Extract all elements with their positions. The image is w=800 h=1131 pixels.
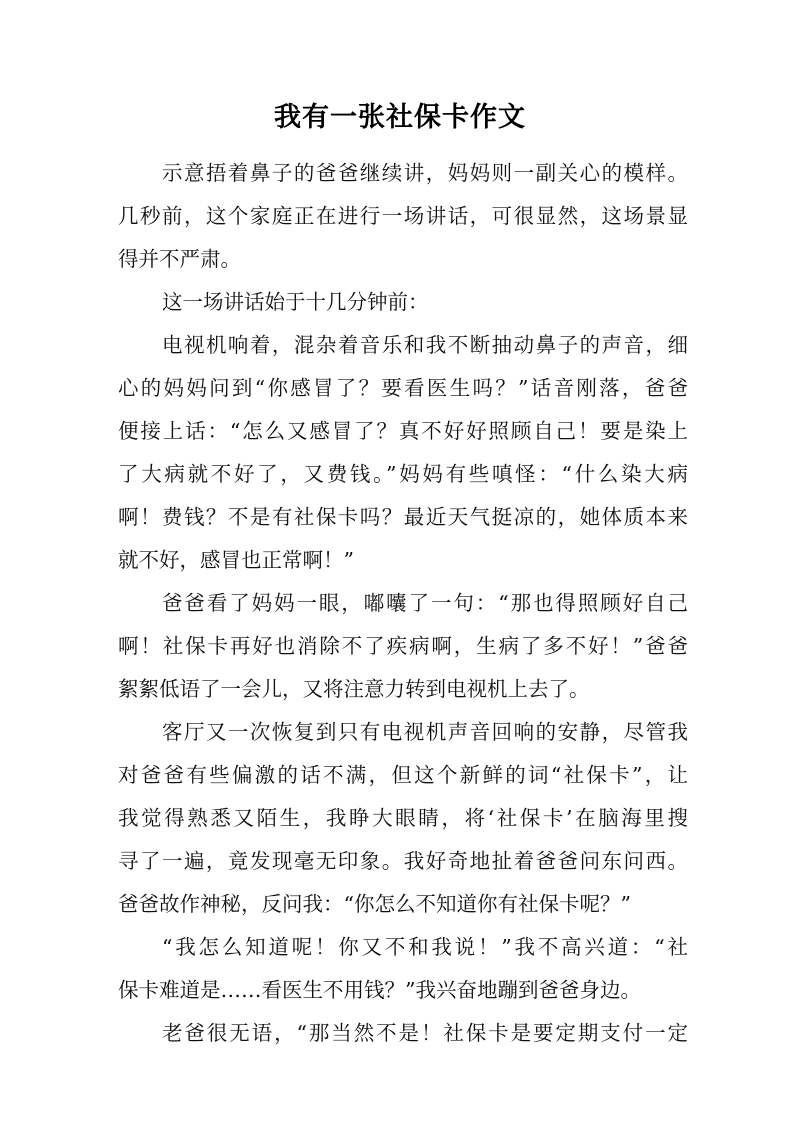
text-line: 就不好，感冒也正常啊！”: [118, 548, 354, 572]
text-line: 寻了一遍，竟发现毫无印象。我好奇地扯着爸爸问东问西。: [118, 849, 688, 873]
text-line: 爸爸看了妈妈一眼，嘟囔了一句：“那也得照顾好自己: [162, 591, 688, 615]
text-line: 得并不严肃。: [118, 247, 241, 271]
text-line: 啊！费钱？不是有社保卡吗？最近天气挺凉的，她体质本来: [118, 505, 688, 529]
text-line: 我觉得熟悉又陌生，我睁大眼睛，将‘社保卡’在脑海里搜: [118, 806, 688, 830]
text-line: 了大病就不好了，又费钱。”妈妈有些嗔怪：“什么染大病: [118, 462, 688, 486]
text-line: 客厅又一次恢复到只有电视机声音回响的安静，尽管我: [162, 720, 688, 744]
text-line: 絮絮低语了一会儿，又将注意力转到电视机上去了。: [118, 677, 590, 701]
text-line: 爸爸故作神秘，反问我：“你怎么不知道你有社保卡呢？”: [118, 892, 631, 916]
text-line: 便接上话：“怎么又感冒了？真不好好照顾自己！要是染上: [118, 419, 688, 443]
text-line: 心的妈妈问到“你感冒了？要看医生吗？”话音刚落，爸爸: [118, 376, 688, 400]
text-line: 保卡难道是……看医生不用钱？”我兴奋地蹦到爸爸身边。: [118, 978, 641, 1002]
document-title: 我有一张社保卡作文: [274, 102, 526, 133]
text-line: “我怎么知道呢！你又不和我说！”我不高兴道：“社: [162, 935, 688, 959]
text-line: 几秒前，这个家庭正在进行一场讲话，可很显然，这场景显: [118, 204, 688, 228]
document-body: [118, 152, 688, 1055]
text-line: 这一场讲话始于十几分钟前：: [162, 290, 429, 314]
text-line: 对爸爸有些偏激的话不满，但这个新鲜的词“社保卡”，让: [118, 763, 688, 787]
text-line: 啊！社保卡再好也消除不了疾病啊，生病了多不好！”爸爸: [118, 634, 688, 658]
text-line: 示意捂着鼻子的爸爸继续讲，妈妈则一副关心的模样。: [162, 161, 688, 185]
text-line: 电视机响着，混杂着音乐和我不断抽动鼻子的声音，细: [162, 333, 688, 357]
text-line: 老爸很无语，“那当然不是！社保卡是要定期支付一定: [162, 1021, 688, 1045]
